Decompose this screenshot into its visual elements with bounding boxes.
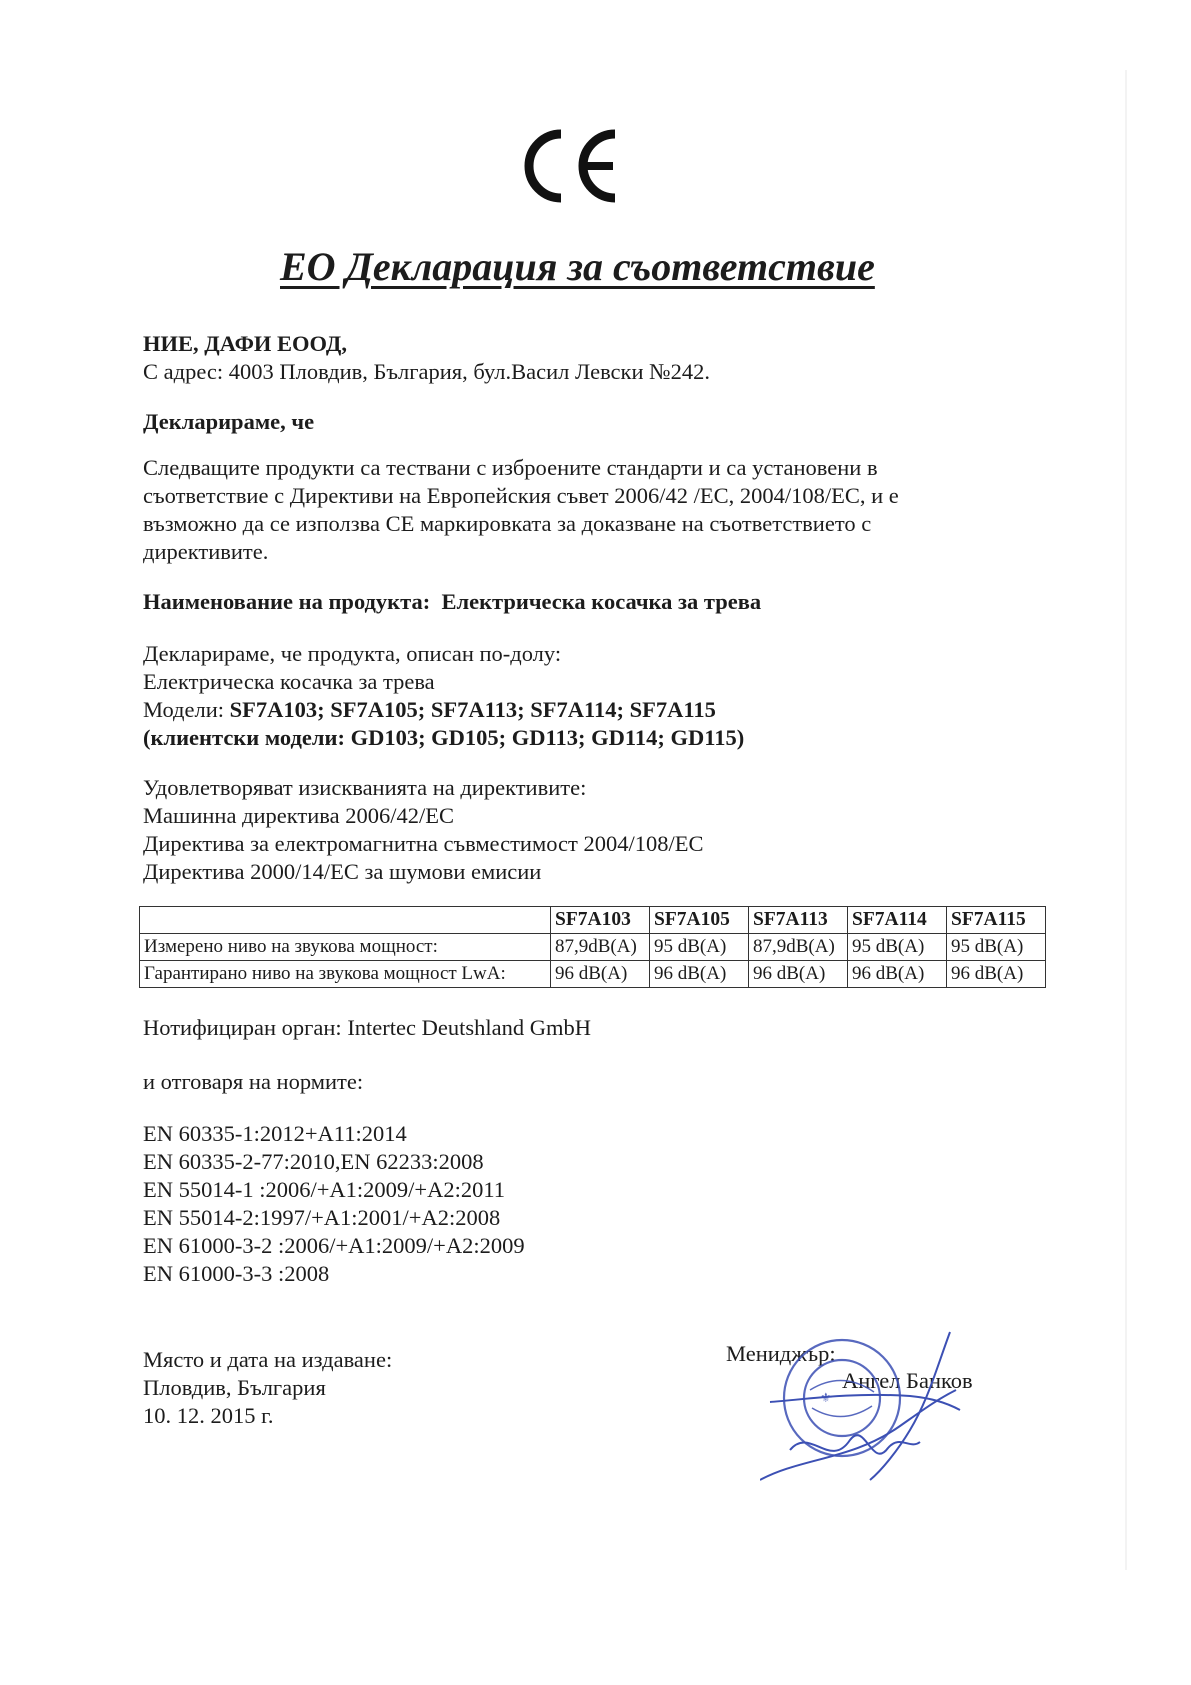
handwritten-signature: [760, 1332, 960, 1480]
models-line: [143, 696, 744, 724]
table-cell: 87,9dB(A): [749, 934, 848, 961]
norms-intro-block: [143, 1068, 363, 1096]
directives-block: [143, 774, 703, 886]
issue-label: Място и дата на издаване:: [143, 1347, 393, 1372]
table-header-cell: SF7A103: [551, 907, 650, 934]
page-title: ЕО Декларация за съответствие: [280, 244, 875, 289]
paragraph-line: възможно да се използва СЕ маркировката за доказване на съответствието с: [143, 511, 872, 536]
directive-line: Машинна директива 2006/42/ЕС: [143, 803, 454, 828]
table-header-row: [140, 907, 1046, 934]
company-address: С адрес: 4003 Пловдив, България, бул.Васил Левски №242.: [143, 359, 710, 384]
product-name-line: [143, 588, 761, 616]
standard-item: EN 55014-1 :2006/+A1:2009/+A2:2011: [143, 1177, 506, 1202]
directives-intro: Удовлетворяват изискванията на директивите:: [143, 775, 587, 800]
standard-item: EN 60335-2-77:2010,EN 62233:2008: [143, 1149, 484, 1174]
standards-list: [143, 1120, 525, 1288]
company-name: НИЕ, ДАФИ ЕООД,: [143, 331, 348, 356]
paragraph-line: съответствие с Директиви на Европейския съвет 2006/42 /ЕС, 2004/108/ЕС, и е: [143, 483, 899, 508]
issue-block: [143, 1346, 392, 1430]
notified-body: Нотифициран орган: Intertec Deutshland GmbH: [143, 1015, 591, 1040]
table-cell: 96 dB(A): [848, 961, 947, 988]
manager-label: Мениджър:: [726, 1341, 836, 1366]
models-label: Модели:: [143, 697, 225, 722]
paragraph-line: директивите.: [143, 539, 269, 564]
company-block: [143, 330, 710, 386]
directive-line: Директива за електромагнитна съвместимост 2004/108/ЕС: [143, 831, 704, 856]
table-row: [140, 934, 1046, 961]
table-cell: 96 dB(A): [650, 961, 749, 988]
table-cell: Измерено ниво на звукова мощност:: [140, 934, 551, 961]
product-line: Електрическа косачка за трева: [143, 669, 435, 694]
norms-intro: и отговаря на нормите:: [143, 1069, 364, 1094]
issue-date: 10. 12. 2015 г.: [143, 1403, 274, 1428]
table-cell: 95 dB(A): [947, 934, 1046, 961]
stamp-and-signature: [760, 1330, 990, 1500]
models-value: SF7A103; SF7A105; SF7A113; SF7A114; SF7A115: [229, 697, 716, 722]
table-header-cell: SF7A113: [749, 907, 848, 934]
paragraph-line: Следващите продукти са тествани с изброените стандарти и са установени в: [143, 455, 878, 480]
standard-item: EN 61000-3-3 :2008: [143, 1261, 330, 1286]
notified-body-block: [143, 1014, 591, 1042]
declaration-heading: Декларираме, че: [143, 409, 315, 434]
ce-mark-logo: [515, 126, 625, 206]
product-name-label: Наименование на продукта:: [143, 589, 431, 614]
issue-place: Пловдив, България: [143, 1375, 326, 1400]
scan-edge-line: [1125, 70, 1127, 1570]
declare-line: Декларираме, че продукта, описан по-долу:: [143, 641, 562, 666]
table-header-cell: SF7A115: [947, 907, 1046, 934]
product-description: [143, 640, 744, 752]
manager-name: Ангел Банков: [842, 1368, 973, 1393]
table-cell: 96 dB(A): [551, 961, 650, 988]
client-models-line: (клиентски модели: GD103; GD105; GD113; GD114; GD115): [143, 725, 745, 750]
declaration-paragraph: [143, 454, 899, 566]
standard-item: EN 55014-2:1997/+A1:2001/+A2:2008: [143, 1205, 501, 1230]
table-header-cell: SF7A114: [848, 907, 947, 934]
table-cell: Гарантирано ниво на звукова мощност LwA:: [140, 961, 551, 988]
table-row: [140, 961, 1046, 988]
table-cell: 87,9dB(A): [551, 934, 650, 961]
table-cell: 95 dB(A): [848, 934, 947, 961]
declaration-heading-block: [143, 408, 314, 436]
table-cell: 96 dB(A): [749, 961, 848, 988]
stamp-outer-ring: [784, 1340, 900, 1456]
product-name-value: Електрическа косачка за трева: [441, 589, 762, 614]
table-cell: 96 dB(A): [947, 961, 1046, 988]
table-header-cell: [140, 907, 551, 934]
table-header-cell: SF7A105: [650, 907, 749, 934]
noise-level-table: [139, 906, 1046, 988]
table-cell: 95 dB(A): [650, 934, 749, 961]
standard-item: EN 60335-1:2012+A11:2014: [143, 1121, 407, 1146]
svg-text:⚜: ⚜: [820, 1391, 832, 1406]
directive-line: Директива 2000/14/ЕС за шумови емисии: [143, 859, 542, 884]
standard-item: EN 61000-3-2 :2006/+A1:2009/+A2:2009: [143, 1233, 525, 1258]
